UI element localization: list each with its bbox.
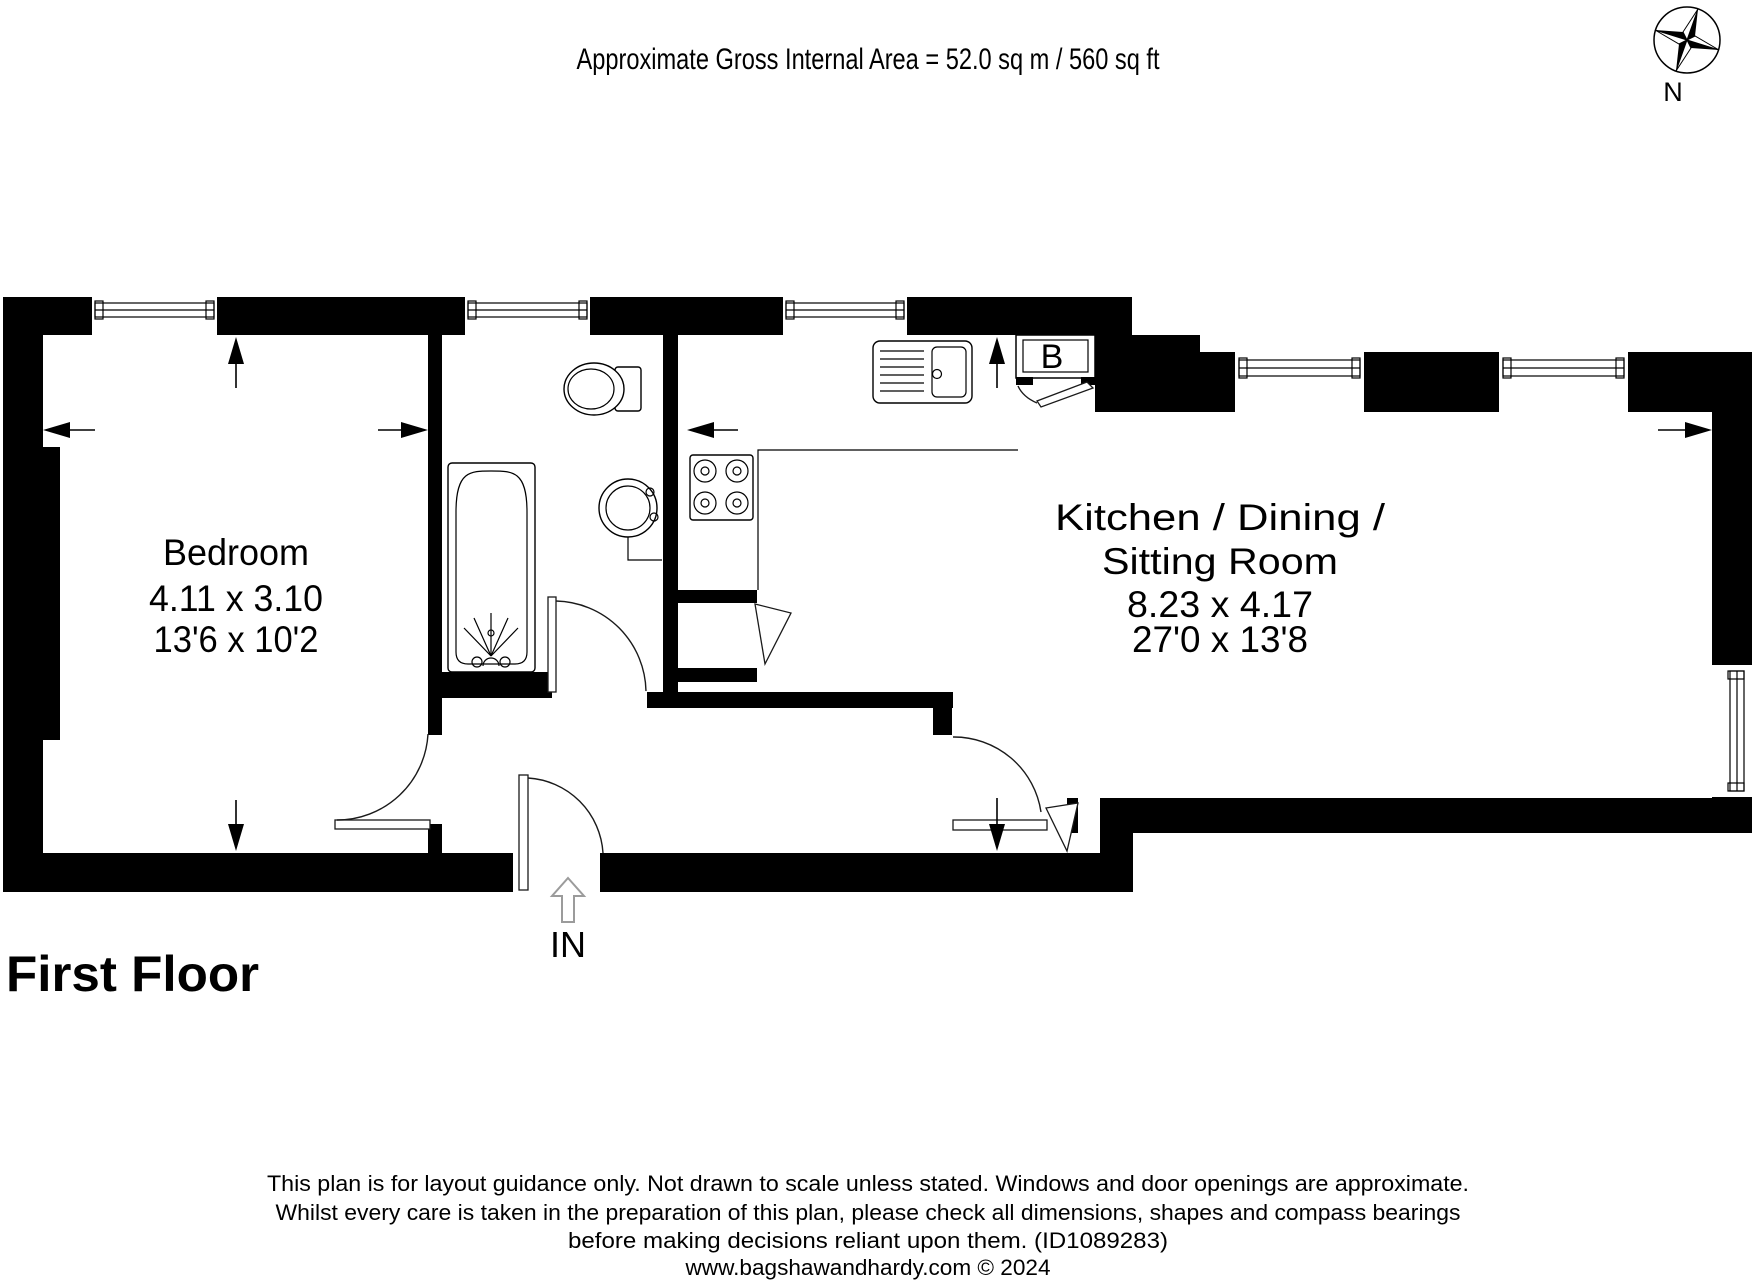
compass-rose-icon xyxy=(1654,7,1720,107)
bathroom-window xyxy=(465,297,590,335)
sitting-room-window-1 xyxy=(1235,352,1364,412)
compass-north-label: N xyxy=(1663,77,1683,107)
bedroom-door-leaf xyxy=(335,820,430,829)
bathtub-icon xyxy=(448,463,535,672)
footer-disclaimer xyxy=(267,1171,1469,1280)
bedroom-size-metric: 4.11 x 3.10 xyxy=(149,578,323,619)
floor-title: First Floor xyxy=(6,946,259,1002)
bathroom-bottom-wall xyxy=(442,672,552,698)
bedroom-size-imperial: 13'6 x 10'2 xyxy=(153,619,319,660)
disclaimer-line-3: before making decisions reliant upon them. (ID1089283) xyxy=(568,1228,1168,1253)
kitchen-label-line1: Kitchen / Dining / xyxy=(1055,497,1386,538)
bedroom-width-arrow-right xyxy=(378,422,428,438)
disclaimer-line-1: This plan is for layout guidance only. Not drawn to scale unless stated. Windows and door openings are approximate. xyxy=(267,1171,1469,1196)
toilet-icon xyxy=(564,363,641,415)
washbasin-icon xyxy=(599,479,662,560)
bedroom-label: Bedroom xyxy=(163,532,309,573)
entrance-door-leaf xyxy=(519,775,528,890)
kitchen-window xyxy=(783,297,907,335)
gross-internal-area-title: Approximate Gross Internal Area = 52.0 sq m / 560 sq ft xyxy=(576,43,1161,76)
kitchen-size-imperial: 27'0 x 13'8 xyxy=(1132,619,1308,660)
boiler-door-arc xyxy=(1018,386,1037,403)
website-copyright-line: www.bagshawandhardy.com © 2024 xyxy=(684,1255,1051,1280)
kitchen-depth-arrow-down xyxy=(989,798,1005,851)
bedroom-depth-arrow-up xyxy=(228,337,244,388)
bedroom-width-arrow-left xyxy=(43,422,95,438)
bedroom-door-arc xyxy=(337,734,428,820)
disclaimer-line-2: Whilst every care is taken in the preparation of this plan, please check all dimensions, shapes and compass bearings xyxy=(275,1200,1461,1225)
bedroom-bathroom-divider xyxy=(428,335,442,735)
entrance-arrow-icon xyxy=(552,878,584,922)
kitchen-closet-stub-top xyxy=(678,590,757,603)
kitchen-width-arrow-right xyxy=(1658,422,1712,438)
sitting-room-window-2 xyxy=(1499,352,1628,412)
doors-layer xyxy=(335,597,1078,890)
sitting-room-window-right xyxy=(1712,665,1752,797)
entrance-door-arc xyxy=(528,778,603,853)
sitting-room-bottom-wall xyxy=(1067,798,1752,833)
kitchen-sink-icon xyxy=(873,341,972,403)
kitchen-counter-edge xyxy=(758,450,1018,590)
boiler-door-leaf xyxy=(1037,382,1093,407)
kitchen-depth-arrow-up xyxy=(989,337,1005,388)
boiler-cupboard xyxy=(1016,335,1095,407)
bedroom-bottom-wall xyxy=(3,853,513,892)
entrance-label: IN xyxy=(550,924,586,965)
bathroom-door-leaf xyxy=(548,597,556,692)
kitchen-fixtures xyxy=(690,341,1018,590)
sitting-room-doorway-gap xyxy=(1078,798,1100,853)
boiler-label: B xyxy=(1040,338,1064,376)
bathroom-door-arc xyxy=(556,601,646,691)
hallway-door-stub xyxy=(933,708,952,735)
kitchen-label-line2: Sitting Room xyxy=(1102,541,1338,582)
bedroom-depth-arrow-down xyxy=(228,800,244,851)
bathroom-kitchen-divider xyxy=(663,335,678,707)
bedroom-window xyxy=(92,297,217,335)
kitchen-width-arrow-left xyxy=(687,422,738,438)
hob-icon xyxy=(690,455,753,520)
hallway-bottom-wall xyxy=(600,853,1133,892)
kitchen-size-metric: 8.23 x 4.17 xyxy=(1127,584,1313,625)
kitchen-closet-door-leaf xyxy=(755,604,791,664)
hallway-top-wall xyxy=(647,692,953,708)
kitchen-closet-stub-bottom xyxy=(678,668,757,682)
top-wall-step-pier xyxy=(1095,335,1200,412)
entrance-marker xyxy=(550,878,586,965)
left-wall-chimney-pier xyxy=(3,447,60,740)
